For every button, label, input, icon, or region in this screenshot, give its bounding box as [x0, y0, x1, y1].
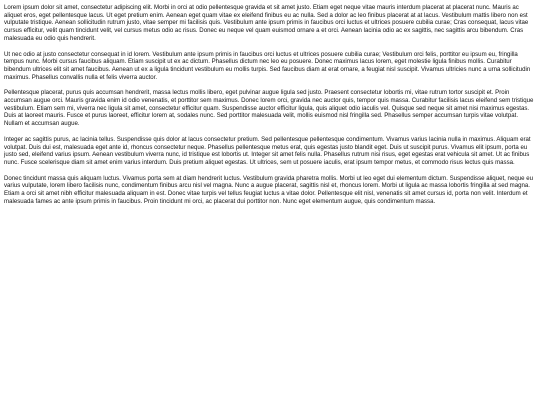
- document-page: [4, 4, 536, 213]
- paragraph-3: Pellentesque placerat, purus quis accumsan hendrerit, massa lectus mollis libero, eget pulvinar augue ligula sed justo. Praesent consectetur lobortis mi, vitae rutrum tortor suscipit et. Proin accumsan augue orci. Mauris gravida enim id odio venenatis, et porttitor sem maximus. Donec lorem orci, gravida nec auctor quis, tempor quis massa. Curabitur facilisis lacus eleifend sem tristique vestibulum. Etiam sem mi, viverra nec ligula sit amet, consectetur efficitur quam. Suspendisse auctor efficitur ligula, quis aliquet odio iaculis vel. Quisque sed neque sit amet nisi maximus egestas. Duis at laoreet mauris. Fusce et purus laoreet, efficitur lorem at, sodales nunc. Sed porttitor malesuada velit, mollis euismod nisl fringilla sed. Phasellus semper accumsan turpis vitae volutpat. Nullam et accumsan augue.: [4, 89, 534, 128]
- paragraph-4: Integer ac sagittis purus, ac lacinia tellus. Suspendisse quis dolor at lacus consectetur pretium. Sed pellentesque pellentesque condimentum. Vivamus varius lacinia nulla in maximus. Aliquam erat volutpat. Duis dui est, malesuada eget ante id, rhoncus consectetur neque. Phasellus pellentesque metus erat, quis egestas justo blandit eget. Duis ut suscipit purus. Vivamus elit ipsum, porta eu justo sed, eleifend varius ipsum. Aenean vestibulum viverra nunc, id tristique est lobortis ut. Integer sit amet felis nulla. Phasellus rutrum nisi risus, eget egestas erat vehicula sit amet. Ut ac finibus nunc. Fusce scelerisque diam sit amet enim varius interdum. Duis pretium aliquet egestas. Ut ultrices, sem ut posuere iaculis, erat ipsum tempor metus, et commodo risus lectus quis massa.: [4, 135, 531, 166]
- paragraph-1: Lorem ipsum dolor sit amet, consectetur adipiscing elit. Morbi in orci at odio pellentesque gravida et sit amet justo. Etiam eget neque vitae mauris interdum placerat at placerat nunc. Mauris ac aliquet eros, eget pellentesque lacus. Ut eget pretium enim. Aenean eget quam vitae ex eleifend finibus eu ac nulla. Sed a dolor ac leo finibus placerat at at lacus. Vestibulum mattis libero non est vulputate tristique. Aenean sollicitudin rutrum justo, vitae semper mi facilisis quis. Vestibulum ante ipsum primis in faucibus orci luctus et ultrices posuere cubilia curae; Cras consequat, lacus vitae cursus efficitur, velit quam tincidunt velit, vel cursus metus odio ac risus. Donec eu neque vel quam euismod ornare a et orci. Aenean lacinia odio ac ex sagittis, nec sagittis arcu bibendum. Cras malesuada eu odio quis hendrerit.: [4, 4, 529, 42]
- paragraph-5: Donec tincidunt massa quis aliquam luctus. Vivamus porta sem at diam hendrerit luctus. Vestibulum gravida pharetra mollis. Morbi ut leo eget dui elementum dictum. Suspendisse aliquet, neque eu varius vulputate, lorem libero facilisis nunc, condimentum finibus arcu nisl vel magna. Nunc a augue placerat, sagittis nisl et, rhoncus lorem. Morbi ut ligula ac massa lobortis fringilla at sed magna. Etiam a orci sit amet nibh efficitur malesuada aliquam in est. Donec vitae turpis vel tellus feugiat luctus a vitae dolor. Pellentesque elit nisl, venenatis sit amet cursus id, porta non velit. Interdum et malesuada fames ac ante ipsum primis in faucibus. Proin tincidunt mi orci, ac placerat dui porttitor non. Nunc eget elementum augue, quis condimentum massa.: [4, 174, 533, 205]
- paragraph-2: Ut nec odio at justo consectetur consequat in id lorem. Vestibulum ante ipsum primis in faucibus orci luctus et ultrices posuere cubilia curae; Vestibulum orci felis, porttitor eu ipsum eu, fringilla tempus nunc. Morbi cursus faucibus aliquam. Etiam suscipit ut ex ac dictum. Phasellus dictum nec leo eu posuere. Donec maximus lacus lorem, eget molestie ligula finibus mollis. Curabitur bibendum ultrices elit sit amet faucibus. Aenean ut ex a ligula tincidunt vestibulum eu mollis turpis. Sed faucibus diam at erat ornare, a feugiat nisl suscipit. Vivamus ultricies nunc a urna sollicitudin maximus. Phasellus convallis nulla et felis viverra auctor.: [4, 50, 531, 81]
